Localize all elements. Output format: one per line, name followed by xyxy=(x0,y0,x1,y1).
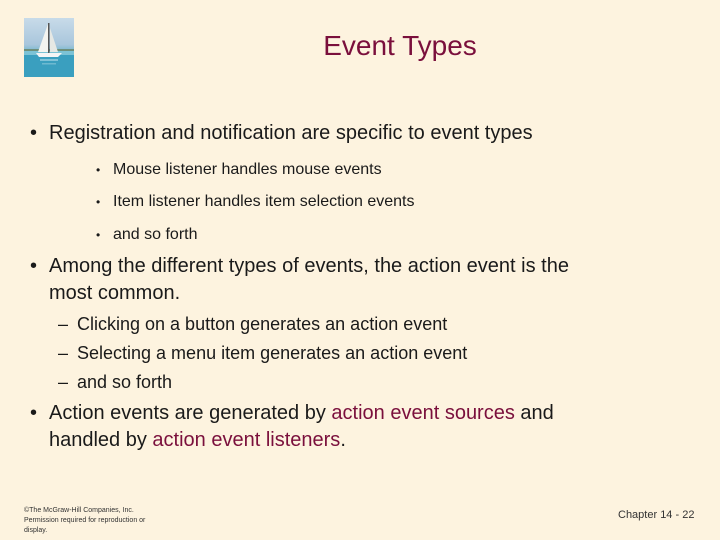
dash-mark: – xyxy=(58,343,69,363)
bullet-mark: • xyxy=(30,122,38,144)
sub-bullet-mark: • xyxy=(96,228,101,242)
bullet-text: Registration and notification are specific to event types xyxy=(49,122,533,144)
copyright-line: Permission required for reproduction or xyxy=(24,517,146,524)
sub-bullet-item xyxy=(96,160,696,180)
text-run: handled by xyxy=(49,429,153,451)
sub-bullet-mark: • xyxy=(96,195,101,209)
text-run: Action events are generated by xyxy=(49,402,332,424)
dash-text: and so forth xyxy=(77,372,173,392)
sub-bullet-mark: • xyxy=(96,163,101,177)
dash-text: Selecting a menu item generates an action event xyxy=(77,343,468,363)
highlight-action-event-listeners: action event listeners xyxy=(152,429,341,451)
sub-bullet-text: Item listener handles item selection events xyxy=(113,193,415,210)
copyright-notice xyxy=(24,506,184,536)
text-run: and xyxy=(514,402,554,424)
bullet-text-line-2: most common. xyxy=(49,282,181,304)
highlight-action-event-sources: action event sources xyxy=(331,402,515,424)
copyright-line: ©The McGraw-Hill Companies, Inc. xyxy=(24,507,134,514)
dash-text: Clicking on a button generates an action event xyxy=(77,314,448,334)
slide-title: Event Types xyxy=(323,30,477,61)
sailboat-photo-icon xyxy=(24,18,74,77)
chapter-page-number: Chapter 14 - 22 xyxy=(618,509,695,521)
dash-mark: – xyxy=(58,314,69,334)
bullet-text-line-1: Among the different types of events, the action event is the xyxy=(49,255,569,277)
sub-bullet-item xyxy=(96,225,696,245)
bullet-item xyxy=(30,400,690,454)
bullet-item xyxy=(30,120,690,147)
text-run: . xyxy=(340,429,346,451)
sub-bullet-text: and so forth xyxy=(113,226,198,243)
bullet-mark: • xyxy=(30,402,38,424)
bullet-mark: • xyxy=(30,255,38,277)
bullet-item xyxy=(30,253,690,307)
sub-bullet-text: Mouse listener handles mouse events xyxy=(113,161,382,178)
dash-mark: – xyxy=(58,372,69,392)
dash-item xyxy=(58,313,678,335)
bullet-text-line-2 xyxy=(49,427,690,454)
bullet-text-line-1 xyxy=(49,400,690,427)
dash-item xyxy=(58,342,678,364)
dash-item xyxy=(58,371,678,393)
sub-bullet-item xyxy=(96,192,696,212)
copyright-line: display. xyxy=(24,527,48,534)
